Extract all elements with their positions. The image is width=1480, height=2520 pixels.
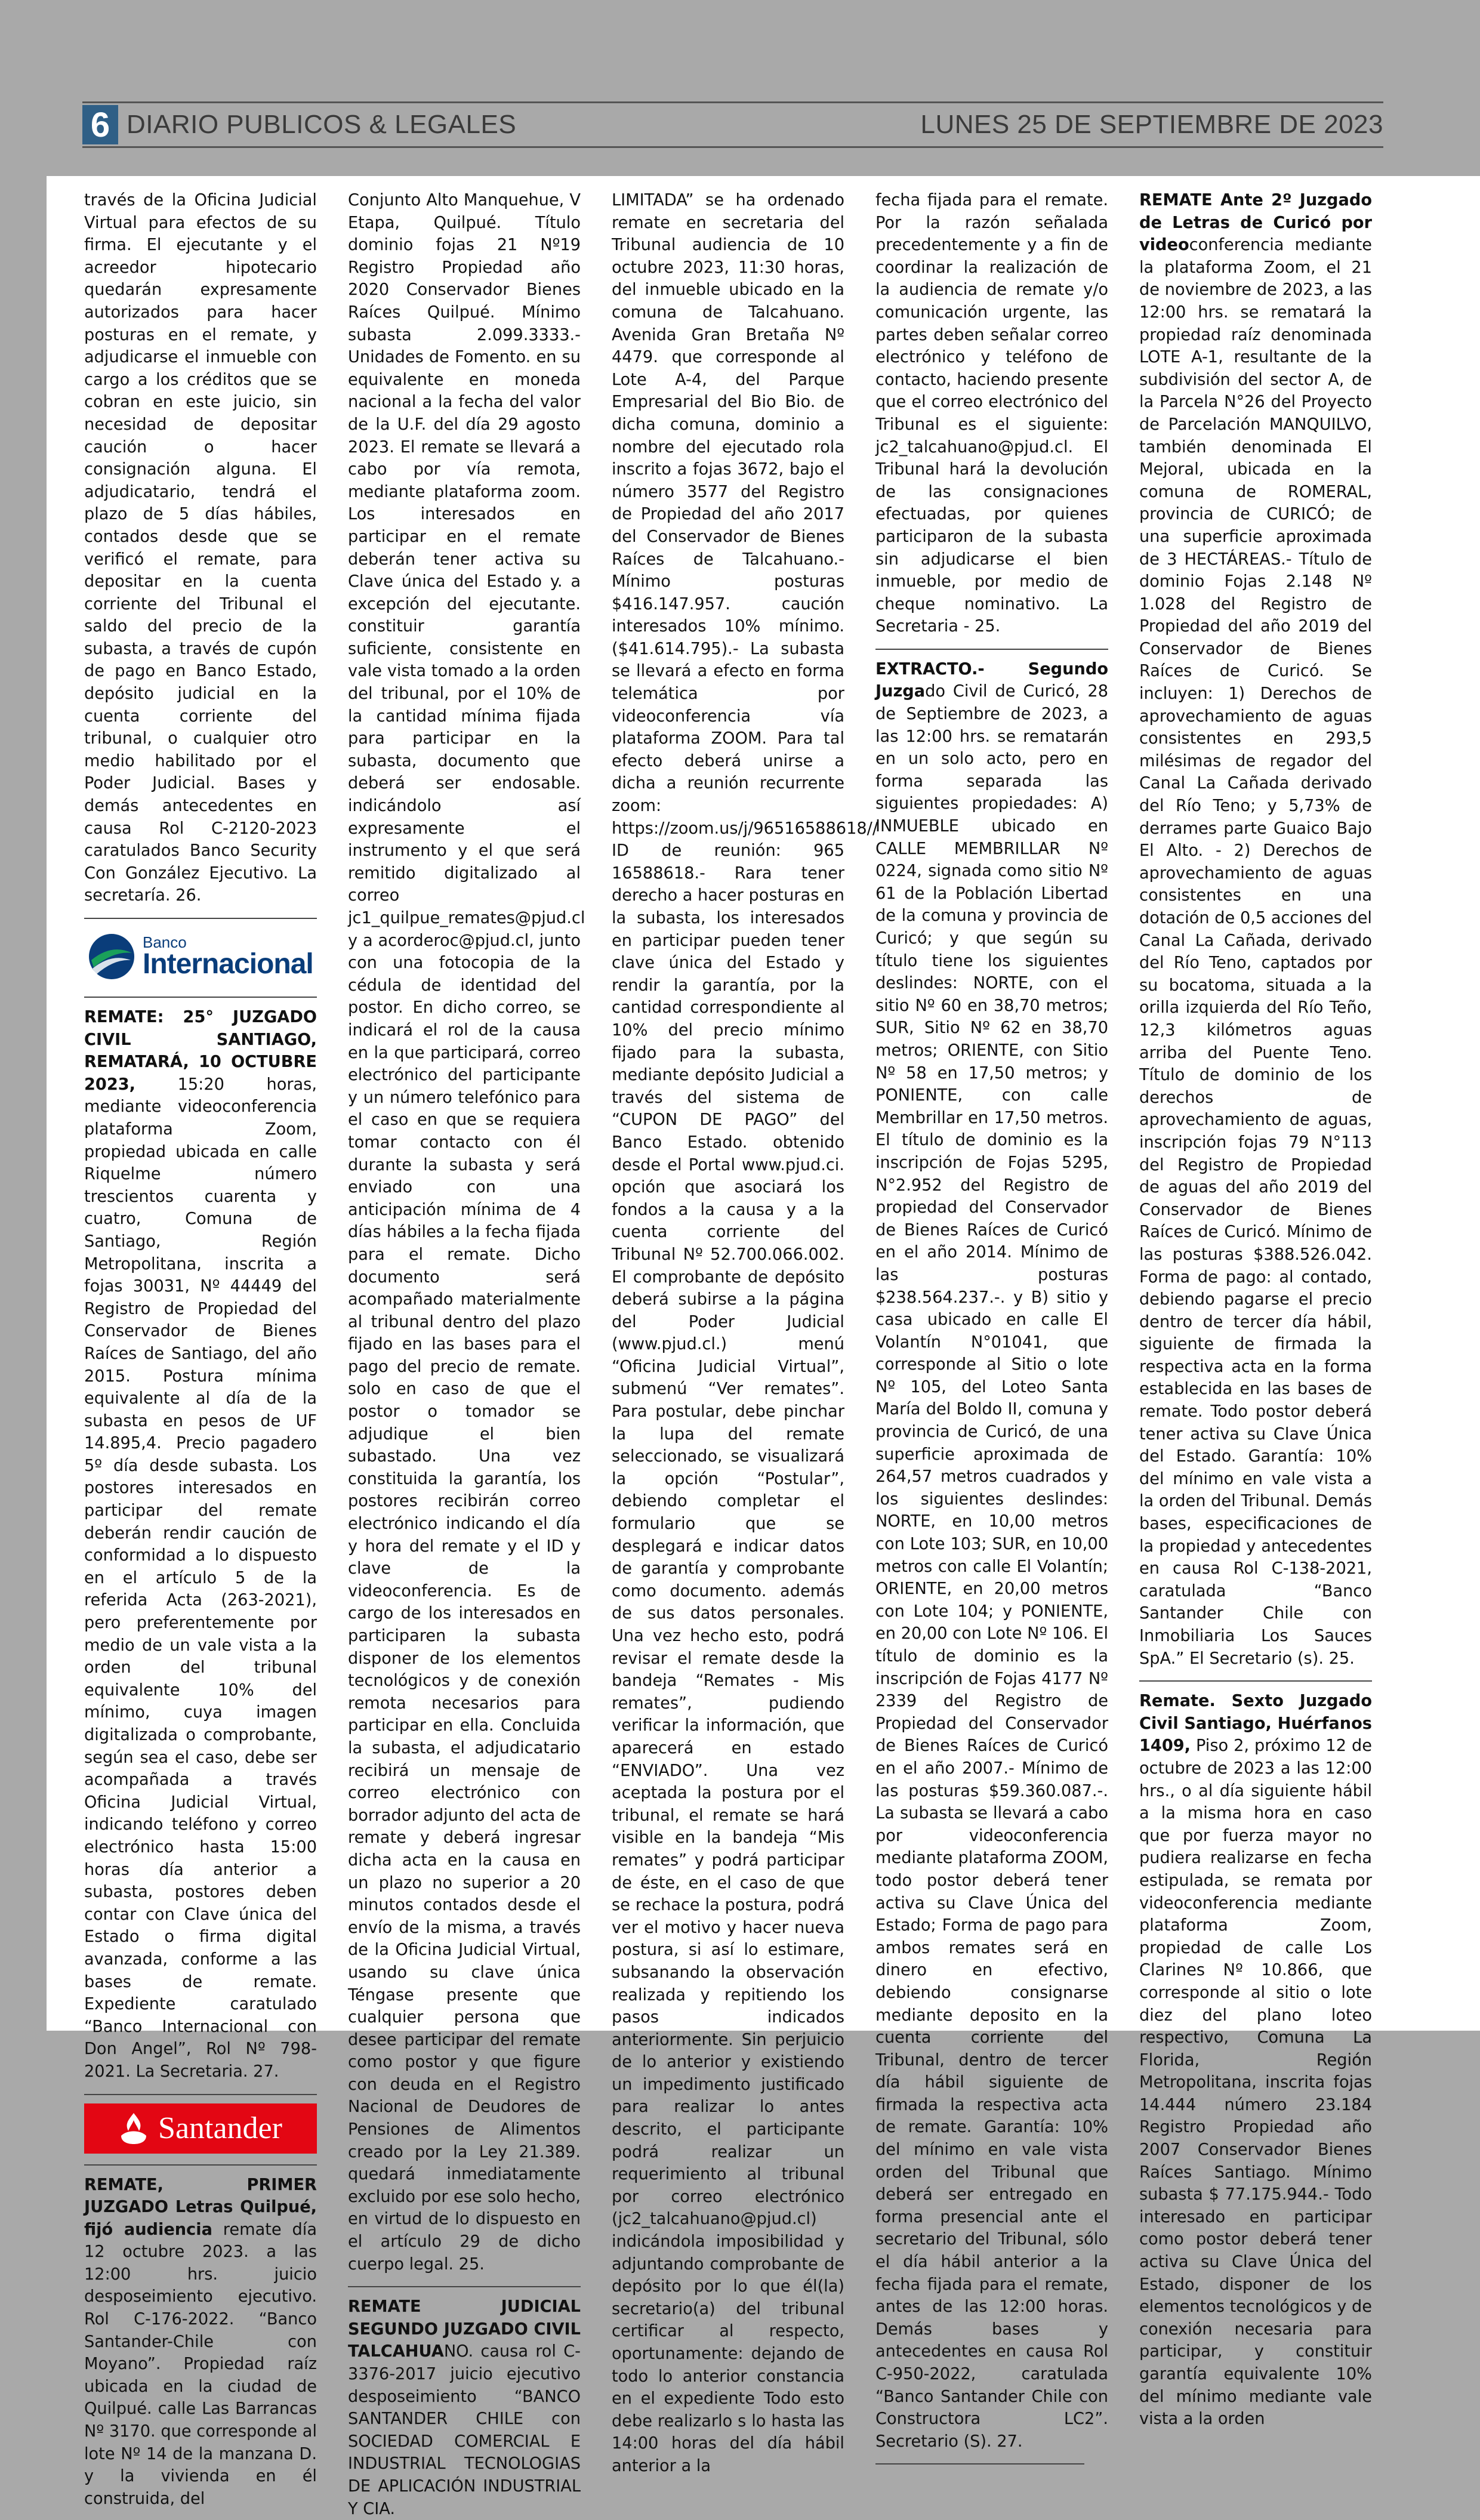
notice-text bbox=[875, 658, 1108, 2453]
divider bbox=[348, 2286, 581, 2287]
banco-label: Banco bbox=[143, 933, 187, 951]
notice-body: NO. causa rol C-3376-2017 juicio ejecutivo desposeimiento “BANCO SANTANDER CHILE con SOCIEDAD COMERCIAL E INDUSTRIAL TECNOLOGIAS DE APLICACIÓN INDUSTRIAL Y CIA. bbox=[348, 2342, 581, 2518]
divider bbox=[84, 918, 317, 919]
banco-internacional-logo bbox=[84, 927, 317, 986]
page-number: 6 bbox=[82, 105, 118, 144]
column-4 bbox=[875, 189, 1108, 2451]
issue-date: LUNES 25 DE SEPTIEMBRE DE 2023 bbox=[920, 110, 1383, 139]
banco-internacional-emblem-icon bbox=[88, 933, 135, 980]
divider bbox=[84, 997, 317, 998]
page-header bbox=[82, 101, 1383, 148]
publication-name: DIARIO PUBLICOS & LEGALES bbox=[127, 110, 517, 139]
internacional-label: Internacional bbox=[143, 948, 313, 980]
notice-heading: REMATE Ante 2º Juzgado de Letras de Curicó por video bbox=[1139, 191, 1372, 255]
notice-body: do Civil de Curicó, 28 de Septiembre de 2023, a las 12:00 hrs. se rematarán en un solo acto, pero en forma separada las siguientes propiedades: A) INMUEBLE ubicado en CALLE MEMBRILLAR Nº 0224, signada como sitio Nº 61 de la Población Libertad de la comuna y provincia de Curicó; y que según su título tiene los siguientes deslindes: NORTE, con el sitio Nº 60 en 38,70 metros; SUR, Sitio Nº 62 en 38,70 metros; ORIENTE, con Sitio Nº 58 en 17,50 metros; y PONIENTE, con calle Membrillar en 17,50 metros. El título de dominio es la inscripción de Fojas 5295, N°2.952 del Registro de propiedad del Conservador de Bienes Raíces de Curicó en el año 2014. Mínimo de las posturas $238.564.237.-. y B) sitio y casa ubicado en calle El Volantín N°01041, que corresponde al Sitio o lote Nº 105, del Loteo Santa María del Boldo II, comuna y provincia de Curicó, de una superficie aproximada de 264,57 metros cuadrados y los siguientes deslindes: NORTE, en 10,00 metros con Lote 103; SUR, en 10,00 metros con calle El Volantín; ORIENTE, en 20,00 metros con Lote 104; y PONIENTE, en 20,00 con Lote Nº 106. El título de dominio es la inscripción de Fojas 4177 Nº 2339 del Registro de Propiedad del Conservador de Bienes Raíces de Curicó en el año 2007.- Mínimo de las posturas $59.360.087.-. La subasta se llevará a cabo por videoconferencia mediante plataforma ZOOM, todo postor deberá tener activa su Clave Única del Estado; Forma de pago para ambos remates será en dinero en efectivo, debiendo consignarse mediante deposito en la cuenta corriente del Tribunal, dentro de tercer día hábil siguiente de firmada la respectiva acta de remate. Garantía: 10% del mínimo en vale vista orden del Tribunal que deberá ser entregado en forma presencial ante el secretario del Tribunal, sólo el día hábil anterior a la fecha fijada para el remate, antes de las 12:00 horas. Demás bases y antecedentes en causa Rol C-950-2022, caratulada “Banco Santander Chile con Constructora LC2”. Secretario (S). 27. bbox=[875, 682, 1108, 2451]
notice-body: Piso 2, próximo 12 de octubre de 2023 a las 12:00 hrs., o al día siguiente hábil a la misma hora en caso que por fuerza mayor no pudiera realizarse en fecha estipulada, se remata por videoconferencia mediante plataforma Zoom, propiedad de calle Los Clarines Nº 10.866, que corresponde al sitio o lote diez del plano loteo respectivo, Comuna La Florida, Región Metropolitana, inscrita fojas 14.444 número 23.184 Registro Propiedad año 2007 Conservador Bienes Raíces Santiago. Mínimo subasta $ 77.175.944.- Todo interesado en participar como postor deberá tener activa su Clave Única del Estado, disponer de los elementos tecnológicos y de conexión necesaria para participar, y constituir garantía equivalente 10% del mínimo mediante vale vista a la orden bbox=[1139, 1736, 1372, 2429]
notice-text: fecha fijada para el remate. Por la razón señalada precedentemente y a fin de coordinar la realización de la audiencia de remate y/o comunicación urgente, las partes deben señalar correo electrónico y teléfono de contacto, haciendo presente que el correo electrónico del Tribunal es el siguiente: jc2_talcahuano@pjud.cl. El Tribunal hará la devolución de las consignaciones efectuadas, por quienes participaron de la subasta sin adjudicarse el bien inmueble, por medio de cheque nominativo. La Secretaria - 25. bbox=[875, 191, 1108, 636]
column-2 bbox=[348, 189, 585, 2518]
notice-text bbox=[1139, 189, 1372, 1670]
divider bbox=[875, 649, 1108, 650]
page-body bbox=[47, 176, 1480, 2518]
divider bbox=[1139, 1680, 1372, 1682]
notice-text: Conjunto Alto Manquehue, V Etapa, Quilpué. Título dominio fojas 21 Nº19 Registro Propiedad año 2020 Conservador Bienes Raíces Quilpué. Mínimo subasta 2.099.3333.- Unidades de Fomento. en su equivalente en moneda nacional a la fecha del valor de la U.F. del día 29 agosto 2023. El remate se llevará a cabo por vía remota, mediante plataforma zoom. Los interesados en participar en el remate deberán tener activa su Clave única del Estado y. a excepción del ejecutante. constituir garantía suficiente, consistente en vale vista tomado a la orden del tribunal, por el 10% de la cantidad mínima fijada para participar en la subasta, documento que deberá ser endosable. indicándolo así expresamente el instrumento y el que será remitido digitalizado al correo jc1_quilpue_remates@pjud.cl y a acorderoc@pjud.cl, junto con una fotocopia de la cédula de identidad del postor. En dicho correo, se indicará el rol de la causa en la que participará, correo electrónico del participante y un número telefónico para el caso en que se requiera tomar contacto con él durante la subasta y será enviado con una anticipación mínima de 4 días hábiles a la fecha fijada para el remate. Dicho documento será acompañado materialmente al tribunal dentro del plazo fijado en las bases para el pago del precio de remate. solo en caso de que el postor o tomador se adjudique el bien subastado. Una vez constituida la garantía, los postores recibirán correo electrónico indicando el día y hora del remate y el ID y clave de la videoconferencia. Es de cargo de los interesados en participaren la subasta disponer de los elementos tecnológicos y de conexión remota necesarios para participar en ella. Concluida la subasta, el adjudicatario recibirá un mensaje de correo electrónico con borrador adjunto del acta de remate y deberá ingresar dicha acta en la causa en un plazo no superior a 20 minutos contados desde el envío de la misma, a través de la Oficina Judicial Virtual, usando su clave única Téngase presente que cualquier persona que desee participar del remate como postor y que figure con deuda en el Registro Nacional de Deudores de Pensiones de Alimentos creado por la Ley 21.389. quedará inmediatamente excluido por ese solo hecho, en virtud de lo dispuesto en el artículo 29 de dicho cuerpo legal. 25. bbox=[348, 191, 585, 2274]
column-3 bbox=[612, 189, 878, 2475]
notice-text bbox=[348, 2296, 581, 2520]
notice-heading: REMATE: 25° JUZGADO CIVIL SANTIAGO, REMATARÁ, 10 OCTUBRE 2023, bbox=[84, 1008, 317, 1094]
divider bbox=[875, 2463, 1084, 2465]
notice-body: conferencia mediante la plataforma Zoom, el 21 de noviembre de 2023, a las 12:00 hrs. se rematará la propiedad raíz denominada LOTE A-1, resultante de la subdivisión del sector A, de la Parcela N°26 del Proyecto de Parcelación MANQUILVO, también denominada El Mejoral, ubicada en la comuna de ROMERAL, provincia de CURICÓ; de una superficie aproximada de 3 HECTÁREAS.- Título de dominio Fojas 2.148 Nº 1.028 del Registro de Propiedad del año 2019 del Conservador de Bienes Raíces de Curicó. Se incluyen: 1) Derechos de aprovechamiento de aguas consistentes en 293,5 milésimas de regador del Canal La Cañada derivado del Río Teno; y 5,73% de derrames parte Guaico Bajo El Alto. - 2) Derechos de aprovechamiento de aguas consistentes en una dotación de 0,5 acciones del Canal La Cañada, derivado del Río Teno, captados por su bocatoma, situada a la orilla izquierda del Río Teño, 12,3 kilómetros aguas arriba del Puente Teno. Título de dominio de los derechos de aprovechamiento de aguas, inscripción fojas 79 N°113 del Registro de Propiedad de aguas del año 2019 del Conservador de Bienes Raíces de Curicó. Mínimo de las posturas $388.526.042. Forma de pago: al contado, debiendo pagarse el precio dentro de tercer día hábil, siguiente de firmada la respectiva acta en la forma establecida en las bases de remate. Todo postor deberá tener activa su Clave Única del Estado. Garantía: 10% del mínimo en vale vista a la orden del Tribunal. Demás bases, especificaciones de la propiedad y antecedentes en causa Rol C-138-2021, caratulada “Banco Santander Chile con Inmobiliaria Los Sauces SpA.” El Secretario (s). 25. bbox=[1139, 236, 1372, 1668]
notice-heading: EXTRACTO.- Segundo Juzga bbox=[875, 659, 1108, 701]
santander-logo bbox=[84, 2103, 317, 2154]
column-1 bbox=[84, 189, 317, 2508]
notice-text bbox=[84, 1006, 317, 2083]
notice-heading: REMATE JUDICIAL SEGUNDO JUZGADO CIVIL TALCAHUA bbox=[348, 2297, 581, 2361]
notice-body: remate día 12 octubre 2023. a las 12:00 hrs. juicio desposeimiento ejecutivo. Rol C-176-2022. “Banco Santander-Chile con Moyano”. Propiedad raíz ubicada en la ciudad de Quilpué. calle Las Barrancas Nº 3170. que corresponde al lote Nº 14 de la manzana D. y la vivienda en él construida, del bbox=[84, 2220, 317, 2508]
notice-text: LIMITADA” se ha ordenado remate en secretaria del Tribunal audiencia de 10 octubre 2023, 11:30 horas, del inmueble ubicado en la comuna de Talcahuano. Avenida Gran Bretaña Nº 4479. que corresponde al Lote A-4, del Parque Empresarial del Bio Bio. de dicha comuna, dominio a nombre del ejecutado rola inscrito a fojas 3672, bajo el número 3577 del Registro de Propiedad del año 2017 del Conservador de Bienes Raíces de Talcahuano.- Mínimo posturas $416.147.957. caución interesados 10% mínimo. ($41.614.795).- La subasta se llevará a efecto en forma telemática por videoconferencia vía plataforma ZOOM. Para tal efecto deberá unirse a dicha a reunión recurrente zoom: https://zoom.us/j/96516588618// ID de reunión: 965 16588618.- Rara tener derecho a hacer posturas en la subasta, los interesados en participar pueden tener clave única del Estado y rendir la garantía, por la cantidad correspondiente al 10% del precio mínimo fijado para la subasta, mediante depósito Judicial a través del sistema de “CUPON DE PAGO” del Banco Estado. obtenido desde el Portal www.pjud.ci. opción que asociará los fondos a la causa y a la cuenta corriente del Tribunal Nº 52.700.066.002. El comprobante de depósito deberá subirse a la página del Poder Judicial (www.pjud.cl.) menú “Oficina Judicial Virtual”, submenú “Ver remates”. Para postular, debe pinchar la lupa del remate seleccionado, se visualizará la opción “Postular”, debiendo completar el formulario que se desplegará e indicar datos de garantía y comprobante como documento. además de sus datos personales. Una vez hecho esto, podrá revisar el remate desde la bandeja “Remates - Mis remates”, pudiendo verificar la información, que aparecerá en estado “ENVIADO”. Una vez aceptada la postura por el tribunal, el remate se hará visible en la bandeja “Mis remates” y podrá participar de éste, en el caso de que se rechace la postura, podrá ver el motivo y hacer nueva postura, si así lo estimare, subsanando la observación realizada y repitiendo los pasos indicados anteriormente. Sin perjuicio de lo anterior y existiendo un impedimento justificado para realizar lo antes descrito, el participante podrá realizar un requerimiento al tribunal por correo electrónico (jc2_talcahuano@pjud.cl) indicándola imposibilidad y adjuntando comprobante de depósito por lo que él(la) secretario(a) del tribunal certificar al respecto, oportunamente: dejando de todo lo anterior constancia en el expediente Todo esto debe realizarlo s lo hasta las 14:00 horas del día hábil anterior a la bbox=[612, 191, 878, 2475]
divider bbox=[84, 2164, 317, 2166]
notice-text bbox=[1139, 1690, 1372, 2430]
santander-wordmark: Santander bbox=[158, 2111, 282, 2145]
notice-text: través de la Oficina Judicial Virtual para efectos de su firma. El ejecutante y el acreedor hipotecario quedarán expresamente autorizados para hacer posturas en el remate, y adjudicarse el inmueble con cargo a los créditos que se cobran en este juicio, sin necesidad de depositar caución o hacer consignación alguna. El adjudicatario, tendrá el plazo de 5 días hábiles, contados desde que se verificó el remate, para depositar en la cuenta corriente del Tribunal el saldo del precio de la subasta, a través de cupón de pago en Banco Estado, depósito judicial en la cuenta corriente del tribunal, o cualquier otro medio habilitado por el Poder Judicial. Bases y demás antecedentes en causa Rol C-2120-2023 caratulados Banco Security Con González Ejecutivo. La secretaría. 26. bbox=[84, 191, 317, 905]
notice-heading: REMATE, PRIMER JUZGADO Letras Quilpué, fijó audiencia bbox=[84, 2175, 317, 2239]
divider bbox=[84, 2094, 317, 2095]
santander-flame-icon bbox=[119, 2112, 149, 2145]
column-5 bbox=[1139, 189, 1372, 2429]
notice-text bbox=[84, 2174, 317, 2510]
notice-heading: Remate. Sexto Juzgado Civil Santiago, Huérfanos 1409, bbox=[1139, 1692, 1372, 1756]
notice-body: 15:20 horas, mediante videoconferencia plataforma Zoom, propiedad ubicada en calle Riquelme número trescientos cuarenta y cuatro, Comuna de Santiago, Región Metropolitana, inscrita a fojas 30031, Nº 44449 del Registro de Propiedad del Conservador de Bienes Raíces de Santiago, del año 2015. Postura mínima equivalente al día de la subasta en pesos de UF 14.895,4. Precio pagadero 5º día desde subasta. Los postores interesados en participar del remate deberán rendir caución de conformidad a lo dispuesto en el artículo 5 de la referida Acta (263-2021), pero preferentemente por medio de un vale vista a la orden del tribunal equivalente 10% del mínimo, cuya imagen digitalizada o comprobante, según sea el caso, debe ser acompañada a través Oficina Judicial Virtual, indicando teléfono y correo electrónico hasta 15:00 horas día anterior a subasta, postores deben contar con Clave única del Estado o firma digital avanzada, conforme a las bases de remate. Expediente caratulado “Banco Internacional con Don Angel”, Rol Nº 798-2021. La Secretaria. 27. bbox=[84, 1075, 317, 2081]
